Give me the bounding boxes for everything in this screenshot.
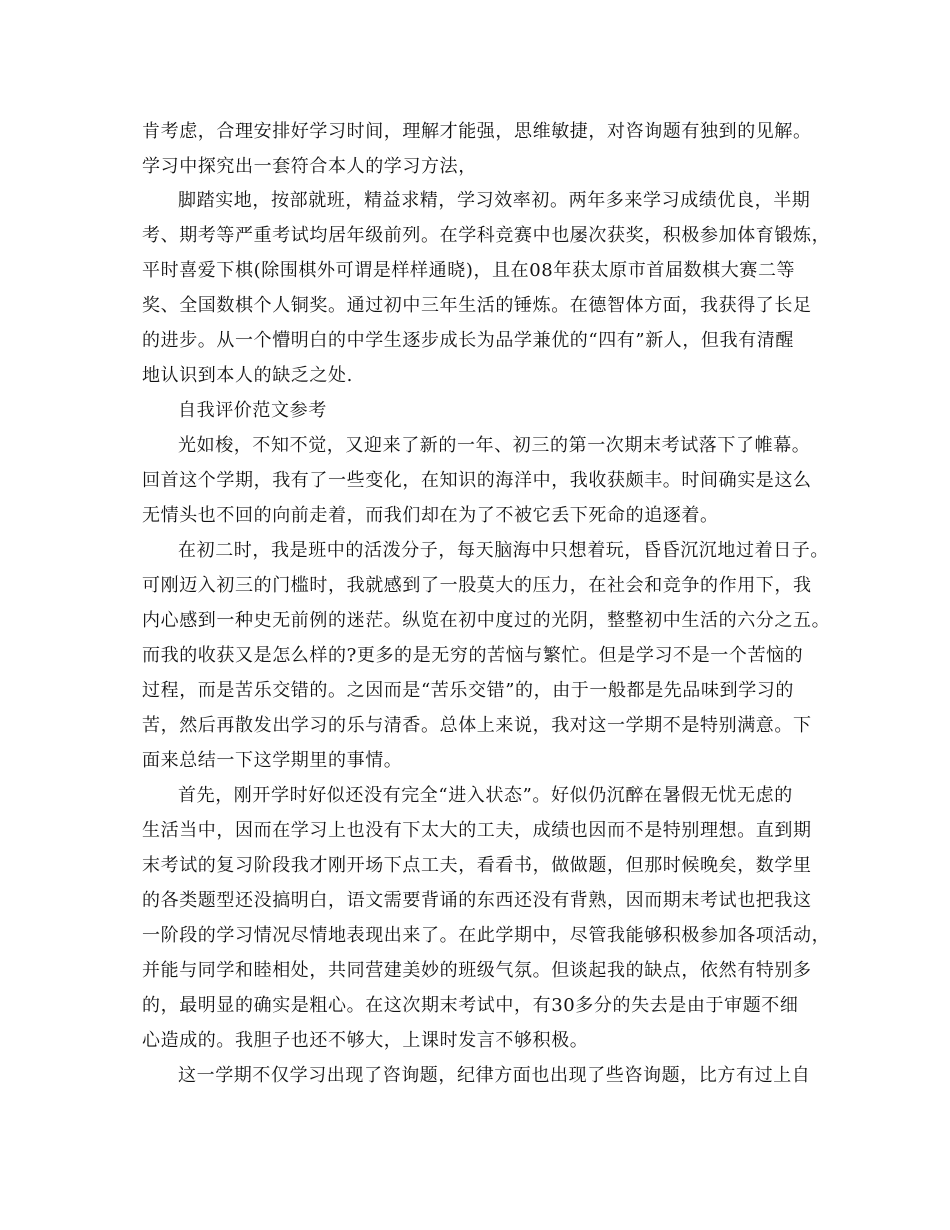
- paragraph-start-line: 在初二时，我是班中的活泼分子，每天脑海中只想着玩，昏昏沉沉地过着日子。: [178, 540, 829, 561]
- text-line: 内心感到一种史无前例的迷茫。纵览在初中度过的光阴，整整初中生活的六分之五。: [142, 610, 831, 631]
- text-line: 地认识到本人的缺乏之处.: [142, 365, 353, 386]
- text-line: 的，最明显的确实是粗心。在这次期末考试中，有30多分的失去是由于审题不细: [142, 995, 799, 1016]
- text-line: 无情头也不回的向前走着，而我们却在为了不被它丢下死命的追逐着。: [142, 505, 719, 526]
- text-line: 末考试的复习阶段我才刚开场下点工夫，看看书，做做题，但那时候晚矣，数学里: [142, 855, 812, 876]
- text-line: 并能与同学和睦相处，共同营建美妙的班级气氛。但谈起我的缺点，依然有特别多: [142, 960, 812, 981]
- text-line: 过程，而是苦乐交错的。之因而是“苦乐交错”的，由于一般都是先品味到学习的: [142, 680, 795, 701]
- paragraph-start-line: 脚踏实地，按部就班，精益求精，学习效率初。两年多来学习成绩优良，半期: [178, 190, 811, 211]
- paragraph-start-line: 光如梭，不知不觉，又迎来了新的一年、初三的第一次期末考试落下了帷幕。: [178, 435, 811, 456]
- text-line: 而我的收获又是怎么样的?更多的是无穷的苦恼与繁忙。但是学习不是一个苦恼的: [142, 645, 804, 666]
- section-heading: 自我评价范文参考: [178, 400, 327, 421]
- text-line: 奖、全国数棋个人铜奖。通过初中三年生活的锤炼。在德智体方面，我获得了长足: [142, 295, 812, 316]
- text-line: 心造成的。我胆子也还不够大，上课时发言不够积极。: [142, 1030, 589, 1051]
- text-line: 学习中探究出一套符合本人的学习方法，: [142, 156, 477, 177]
- text-line: 肯考虑，合理安排好学习时间，理解才能强，思维敏捷，对咨询题有独到的见解。: [142, 121, 812, 142]
- text-line: 回首这个学期，我有了一些变化，在知识的海洋中，我收获颇丰。时间确实是这么: [142, 470, 812, 491]
- text-line: 可刚迈入初三的门槛时，我就感到了一股莫大的压力，在社会和竞争的作用下，我: [142, 575, 812, 596]
- text-line: 面来总结一下这学期里的事情。: [142, 750, 403, 771]
- text-line: 一阶段的学习情况尽情地表现出来了。在此学期中，尽管我能够积极参加各项活动，: [142, 925, 831, 946]
- paragraph-start-line: 这一学期不仅学习出现了咨询题，纪律方面也出现了些咨询题，比方有过上自: [178, 1065, 811, 1086]
- text-line: 的进步。从一个懵明白的中学生逐步成长为品学兼优的“四有”新人，但我有清醒: [142, 330, 795, 351]
- text-line: 生活当中，因而在学习上也没有下太大的工夫，成绩也因而不是特别理想。直到期: [142, 820, 812, 841]
- text-line: 平时喜爱下棋(除围棋外可谓是样样通晓)，且在08年获太原市首届数棋大赛二等: [142, 260, 796, 281]
- paragraph-start-line: 首先，刚开学时好似还没有完全“进入状态”。好似仍沉醉在暑假无忧无虑的: [178, 785, 793, 806]
- text-line: 的各类题型还没搞明白，语文需要背诵的东西还没有背熟，因而期末考试也把我这: [142, 890, 812, 911]
- text-line: 苦，然后再散发出学习的乐与清香。总体上来说，我对这一学期不是特别满意。下: [142, 715, 812, 736]
- text-line: 考、期考等严重考试均居年级前列。在学科竞赛中也屡次获奖，积极参加体育锻炼，: [142, 225, 831, 246]
